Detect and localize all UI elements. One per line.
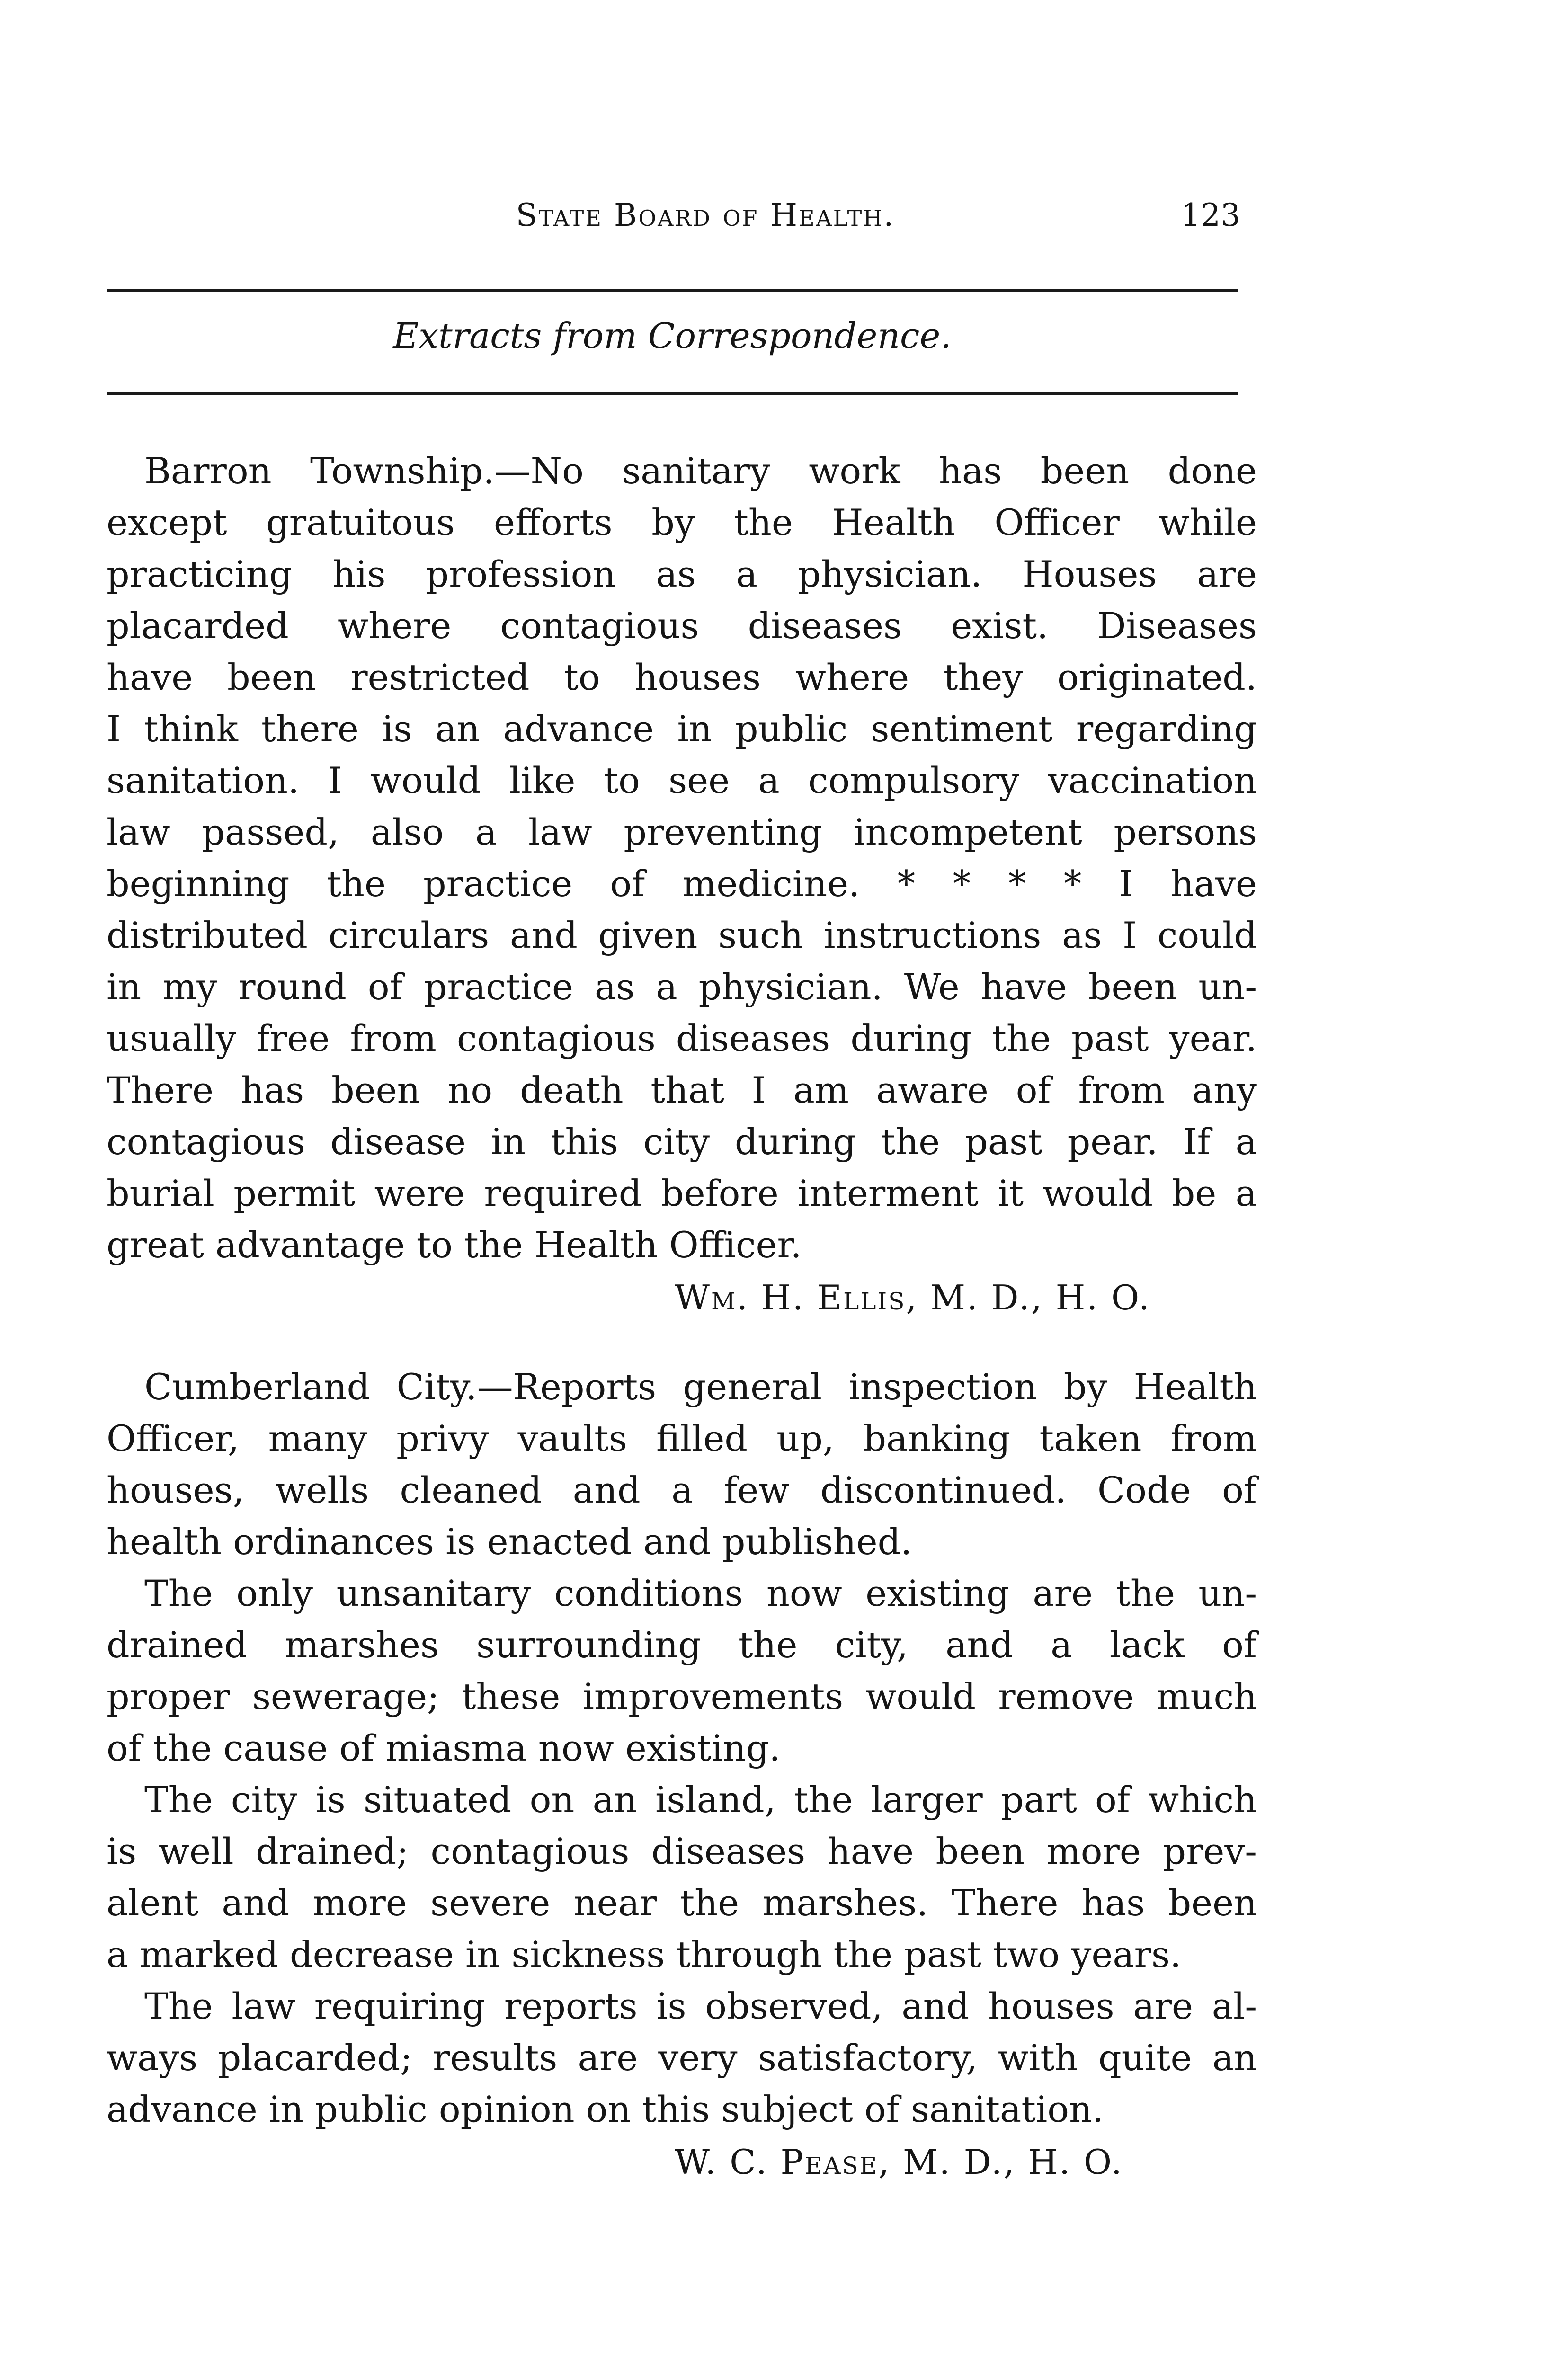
letter-barron-township <box>107 445 1257 1325</box>
paragraph-line: The law requiring reports is observed, and houses are al- <box>144 1985 1257 2027</box>
paragraph-line: drained marshes surrounding the city, and a lack of <box>107 1624 1257 1666</box>
paragraph-line: advance in public opinion on this subject of sanitation. <box>107 2088 1104 2130</box>
paragraph-line: burial permit were required before interment it would be a <box>107 1172 1257 1214</box>
signature: Wm. H. Ellis, M. D., H. O. <box>675 1278 1151 1317</box>
paragraph-line: Cumberland City.—Reports general inspection by Health <box>144 1366 1257 1408</box>
paragraph-line: placarded where contagious diseases exist. Diseases <box>107 605 1257 647</box>
paragraph-line: in my round of practice as a physician. We have been un- <box>107 966 1257 1008</box>
paragraph-line: proper sewerage; these improvements would remove much <box>107 1675 1257 1717</box>
top-rule <box>107 289 1238 292</box>
paragraph-line: I think there is an advance in public sentiment regarding <box>107 708 1257 750</box>
paragraph-line: practicing his profession as a physician. Houses are <box>107 553 1257 595</box>
paragraph-line: is well drained; contagious diseases have been more prev- <box>107 1830 1257 1872</box>
paragraph-line: contagious disease in this city during the past pear. If a <box>107 1121 1257 1163</box>
paragraph-line: health ordinances is enacted and published. <box>107 1521 912 1563</box>
paragraph-line: ways placarded; results are very satisfactory, with quite an <box>107 2037 1257 2079</box>
paragraph-line: usually free from contagious diseases during the past year. <box>107 1017 1257 1059</box>
paragraph-line: The city is situated on an island, the larger part of which <box>144 1779 1257 1821</box>
paragraph-line: houses, wells cleaned and a few discontinued. Code of <box>107 1469 1257 1511</box>
paragraph-line: Officer, many privy vaults filled up, banking taken from <box>107 1417 1257 1459</box>
paragraph-line: alent and more severe near the marshes. There has been <box>107 1882 1257 1924</box>
paragraph-line: law passed, also a law preventing incompetent persons <box>107 811 1257 853</box>
paragraph-line: There has been no death that I am aware of from any <box>107 1069 1257 1111</box>
paragraph-line: of the cause of miasma now existing. <box>107 1727 781 1769</box>
paragraph-line: Barron Township.—No sanitary work has been done <box>144 450 1257 492</box>
paragraph-line: beginning the practice of medicine. * * * * I have <box>107 863 1257 905</box>
running-head: State Board of Health. <box>516 197 895 233</box>
paragraph-line: sanitation. I would like to see a compulsory vaccination <box>107 759 1257 801</box>
paragraph-line: a marked decrease in sickness through the past two years. <box>107 1933 1182 1975</box>
paragraph-line: except gratuitous efforts by the Health Officer while <box>107 501 1257 543</box>
section-title: Extracts from Correspondence. <box>393 316 952 356</box>
paragraph-line: distributed circulars and given such instructions as I could <box>107 914 1257 956</box>
page-number: 123 <box>1181 197 1240 233</box>
paragraph-line: have been restricted to houses where they originated. <box>107 656 1257 698</box>
bottom-rule <box>107 392 1238 395</box>
paragraph-line: The only unsanitary conditions now existing are the un- <box>144 1572 1257 1614</box>
letter-cumberland-city <box>107 1361 1257 2189</box>
paragraph-line: great advantage to the Health Officer. <box>107 1224 802 1266</box>
signature: W. C. Pease, M. D., H. O. <box>675 2142 1123 2182</box>
